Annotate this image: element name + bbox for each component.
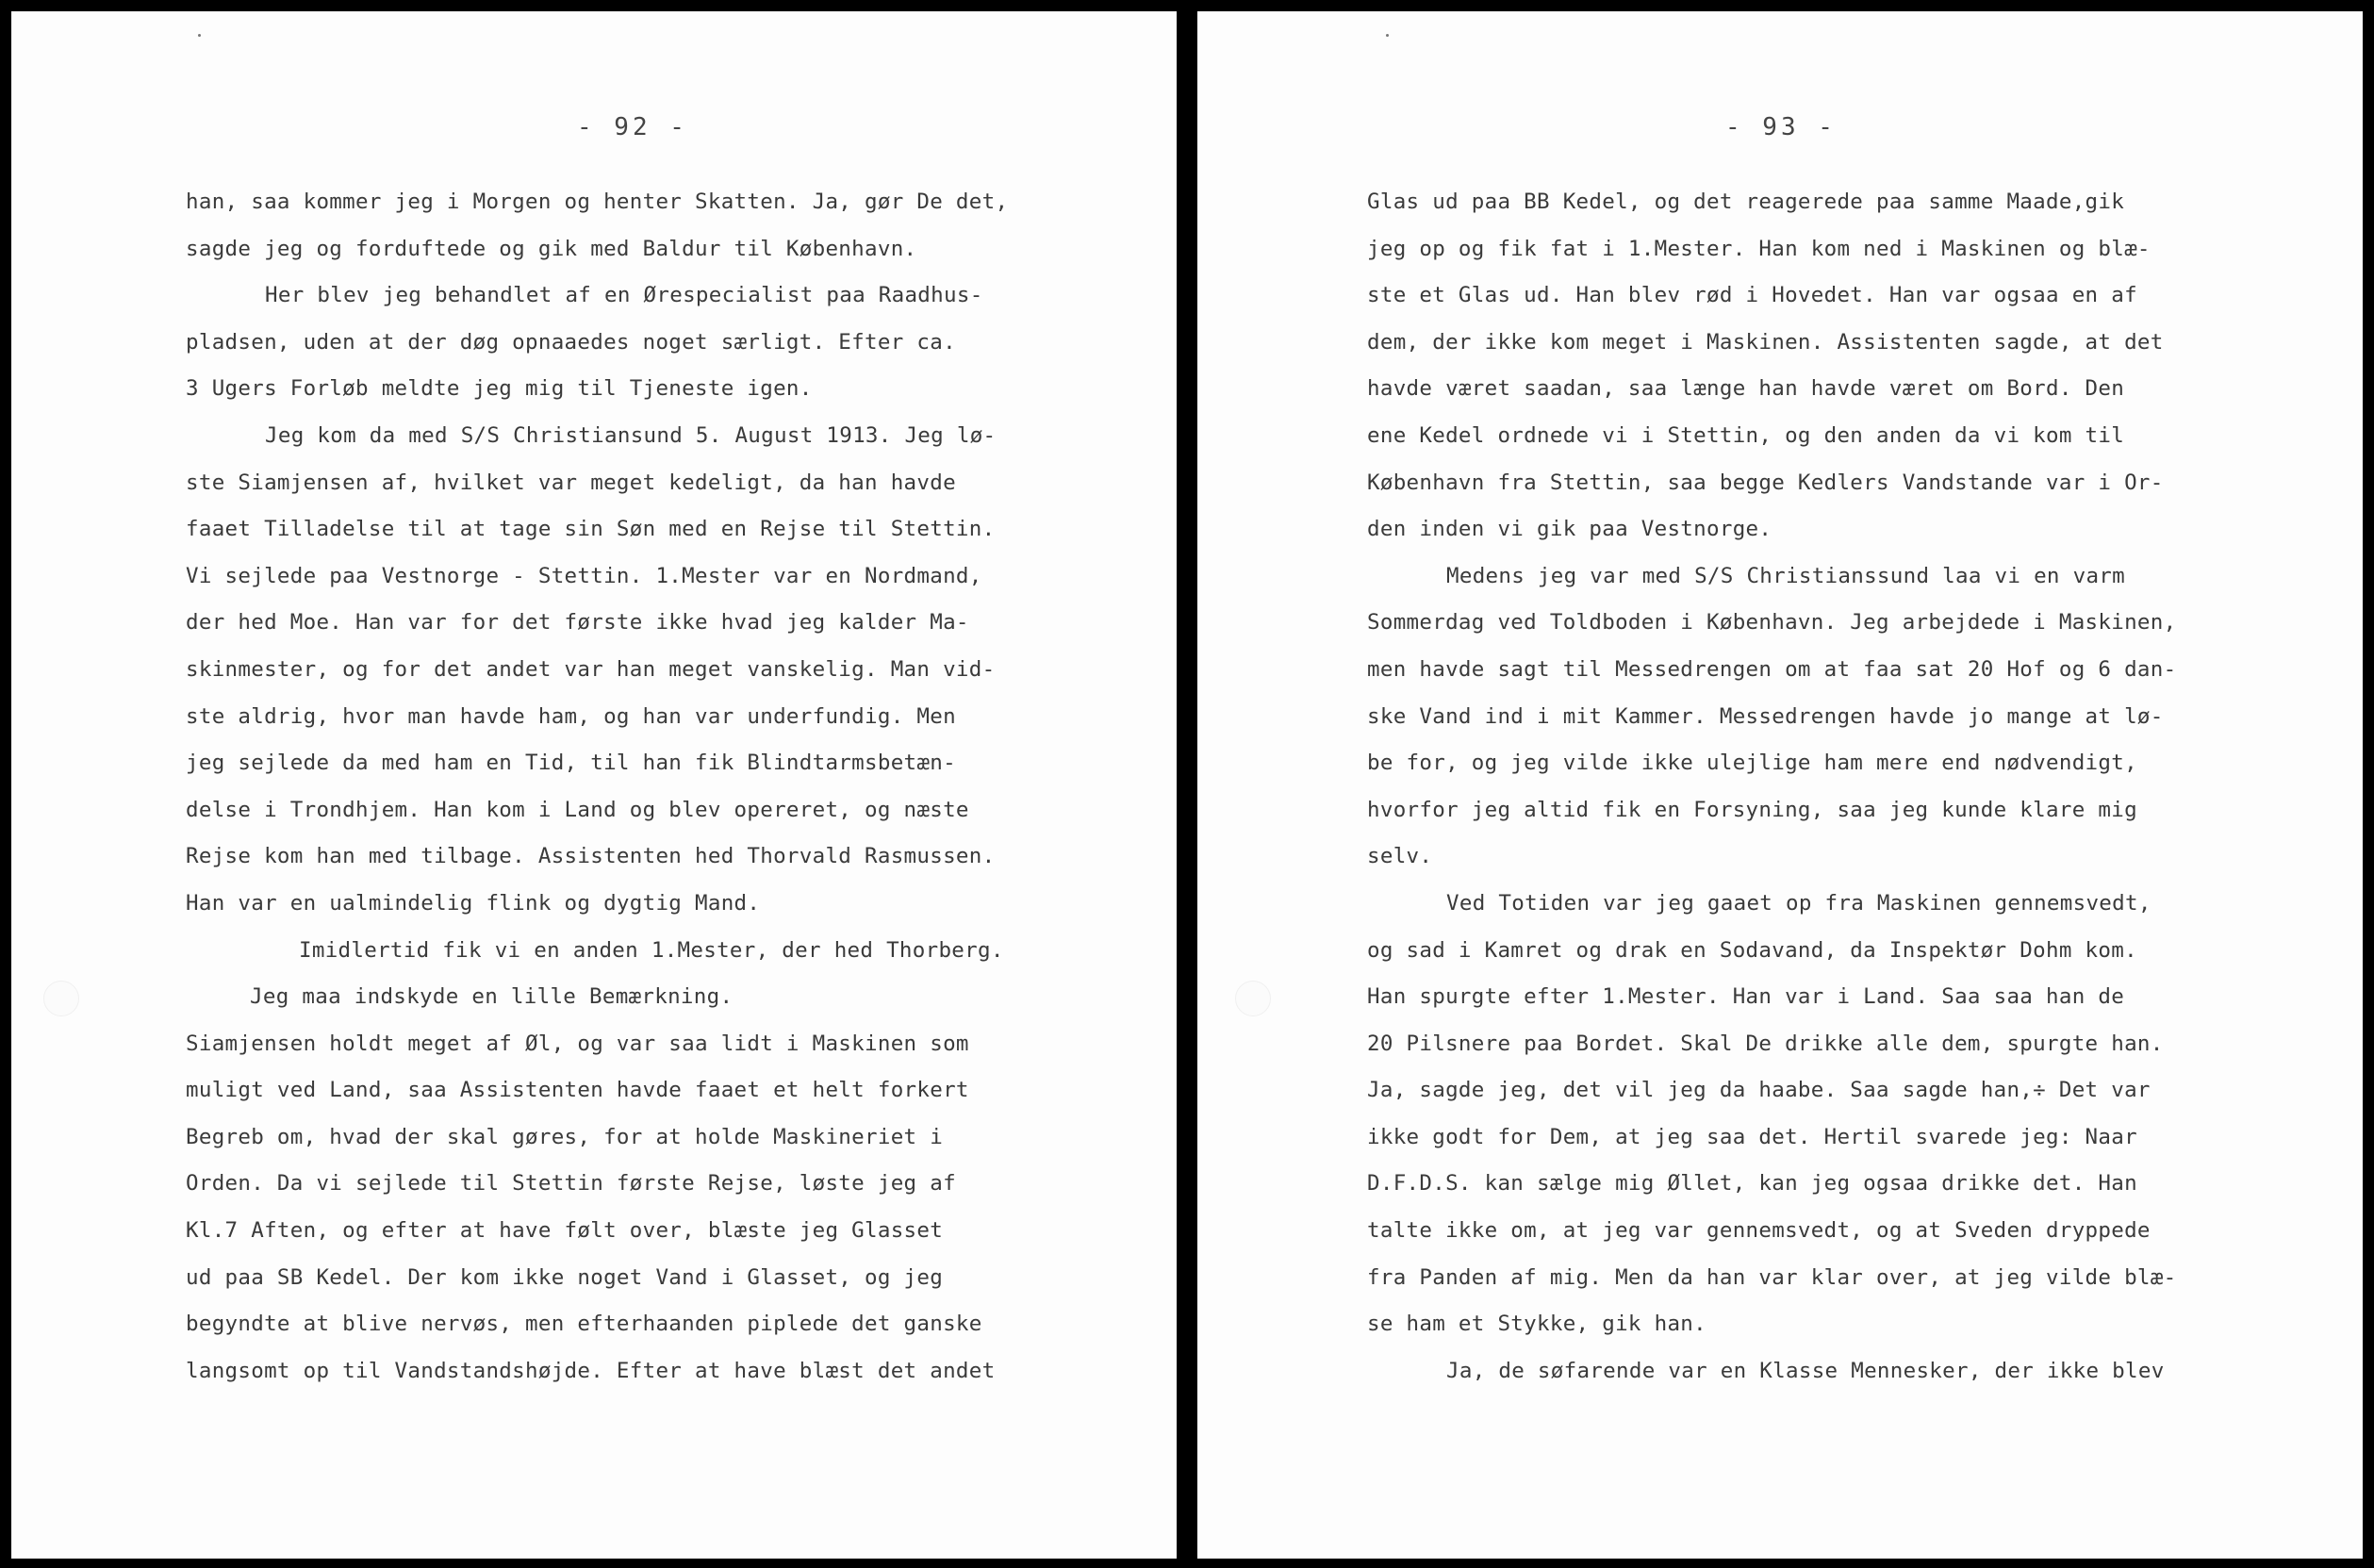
text-line: se ham et Stykke, gik han.	[1367, 1312, 1706, 1337]
text-line: Jeg maa indskyde en lille Bemærkning.	[250, 984, 734, 1010]
text-line: Orden. Da vi sejlede til Stettin første Rejse, løste jeg af	[186, 1171, 956, 1197]
punch-hole-mark	[43, 981, 79, 1016]
text-line: Han spurgte efter 1.Mester. Han var i Land. Saa saa han de	[1367, 984, 2125, 1010]
text-line: Ved Totiden var jeg gaaet op fra Maskinen gennemsvedt,	[1446, 890, 2151, 916]
text-line: Han var en ualmindelig flink og dygtig Mand.	[186, 890, 761, 916]
text-line: Rejse kom han med tilbage. Assistenten hed Thorvald Rasmussen.	[186, 844, 996, 869]
text-line: jeg op og fik fat i 1.Mester. Han kom ned i Maskinen og blæ-	[1367, 236, 2151, 261]
text-line: skinmester, og for det andet var han meget vanskelig. Man vid-	[186, 656, 996, 682]
text-line: ste aldrig, hvor man havde ham, og han var underfundig. Men	[186, 703, 956, 729]
paper-speck	[198, 34, 201, 37]
text-line: København fra Stettin, saa begge Kedlers Vandstande var i Or-	[1367, 470, 2164, 495]
text-line: Siamjensen holdt meget af Øl, og var saa lidt i Maskinen som	[186, 1031, 969, 1056]
text-line: talte ikke om, at jeg var gennemsvedt, og at Sveden dryppede	[1367, 1218, 2151, 1244]
page-text	[186, 179, 1008, 1395]
text-line: ske Vand ind i mit Kammer. Messedrengen havde jo mange at lø-	[1367, 703, 2164, 729]
text-line: Medens jeg var med S/S Christianssund laa vi en varm	[1446, 563, 2125, 588]
text-line: han, saa kommer jeg i Morgen og henter Skatten. Ja, gør De det,	[186, 190, 1009, 214]
text-line: der hed Moe. Han var for det første ikke hvad jeg kalder Ma-	[186, 610, 969, 635]
text-line: faaet Tilladelse til at tage sin Søn med en Rejse til Stettin.	[186, 517, 996, 542]
text-line: ste et Glas ud. Han blev rød i Hovedet. Han var ogsaa en af	[1367, 283, 2137, 308]
text-line: Jeg kom da med S/S Christiansund 5. August 1913. Jeg lø-	[265, 422, 997, 448]
text-line: sagde jeg og forduftede og gik med Baldur til København.	[186, 236, 917, 261]
text-line: langsomt op til Vandstandshøjde. Efter at have blæst det andet	[186, 1358, 996, 1383]
right-page	[1197, 11, 2363, 1559]
text-line: Imidlertid fik vi en anden 1.Mester, der hed Thorberg.	[299, 937, 1004, 963]
text-line: dem, der ikke kom meget i Maskinen. Assistenten sagde, at det	[1367, 329, 2164, 355]
text-line: Kl.7 Aften, og efter at have følt over, blæste jeg Glasset	[186, 1218, 944, 1244]
text-line: ste Siamjensen af, hvilket var meget kedeligt, da han havde	[186, 470, 956, 495]
text-line: Ja, de søfarende var en Klasse Mennesker, der ikke blev	[1446, 1358, 2165, 1383]
punch-hole-mark	[1235, 981, 1271, 1016]
text-line: 3 Ugers Forløb meldte jeg mig til Tjeneste igen.	[186, 376, 813, 402]
text-line: D.F.D.S. kan sælge mig Øllet, kan jeg ogsaa drikke det. Han	[1367, 1171, 2137, 1197]
text-line: pladsen, uden at der døg opnaaedes noget særligt. Efter ca.	[186, 329, 956, 355]
text-line: jeg sejlede da med ham en Tid, til han fik Blindtarmsbetæn-	[186, 751, 956, 776]
left-page	[11, 11, 1177, 1559]
text-line: Vi sejlede paa Vestnorge - Stettin. 1.Mester var en Nordmand,	[186, 563, 982, 588]
text-line: selv.	[1367, 844, 1433, 869]
text-line: og sad i Kamret og drak en Sodavand, da Inspektør Dohm kom.	[1367, 937, 2137, 963]
text-line: begyndte at blive nervøs, men efterhaanden piplede det ganske	[186, 1312, 982, 1337]
page-number: - 93 -	[1725, 113, 1837, 141]
text-line: be for, og jeg vilde ikke ulejlige ham mere end nødvendigt,	[1367, 751, 2137, 776]
text-line: Ja, sagde jeg, det vil jeg da haabe. Saa sagde han,÷ Det var	[1367, 1078, 2151, 1103]
text-line: delse i Trondhjem. Han kom i Land og blev opereret, og næste	[186, 797, 969, 822]
text-line: 20 Pilsnere paa Bordet. Skal De drikke alle dem, spurgte han.	[1367, 1031, 2164, 1056]
page-number: - 92 -	[577, 113, 688, 141]
text-line: Sommerdag ved Toldboden i København. Jeg arbejdede i Maskinen,	[1367, 610, 2177, 635]
text-line: ikke godt for Dem, at jeg saa det. Hertil svarede jeg: Naar	[1367, 1124, 2137, 1149]
text-line: ene Kedel ordnede vi i Stettin, og den anden da vi kom til	[1367, 422, 2125, 448]
text-line: muligt ved Land, saa Assistenten havde faaet et helt forkert	[186, 1078, 969, 1103]
text-line: den inden vi gik paa Vestnorge.	[1367, 517, 1772, 542]
text-line: havde været saadan, saa længe han havde været om Bord. Den	[1367, 376, 2125, 402]
text-line: Begreb om, hvad der skal gøres, for at holde Maskineriet i	[186, 1124, 944, 1149]
text-line: Glas ud paa BB Kedel, og det reagerede paa samme Maade,gik	[1367, 190, 2125, 214]
text-line: ud paa SB Kedel. Der kom ikke noget Vand i Glasset, og jeg	[186, 1264, 944, 1290]
paper-speck	[1386, 34, 1389, 37]
text-line: men havde sagt til Messedrengen om at faa sat 20 Hof og 6 dan-	[1367, 656, 2177, 682]
text-line: fra Panden af mig. Men da han var klar over, at jeg vilde blæ-	[1367, 1264, 2177, 1290]
text-line: Her blev jeg behandlet af en Ørespecialist paa Raadhus-	[265, 283, 983, 308]
text-line: hvorfor jeg altid fik en Forsyning, saa jeg kunde klare mig	[1367, 797, 2137, 822]
page-text	[1367, 179, 2176, 1395]
